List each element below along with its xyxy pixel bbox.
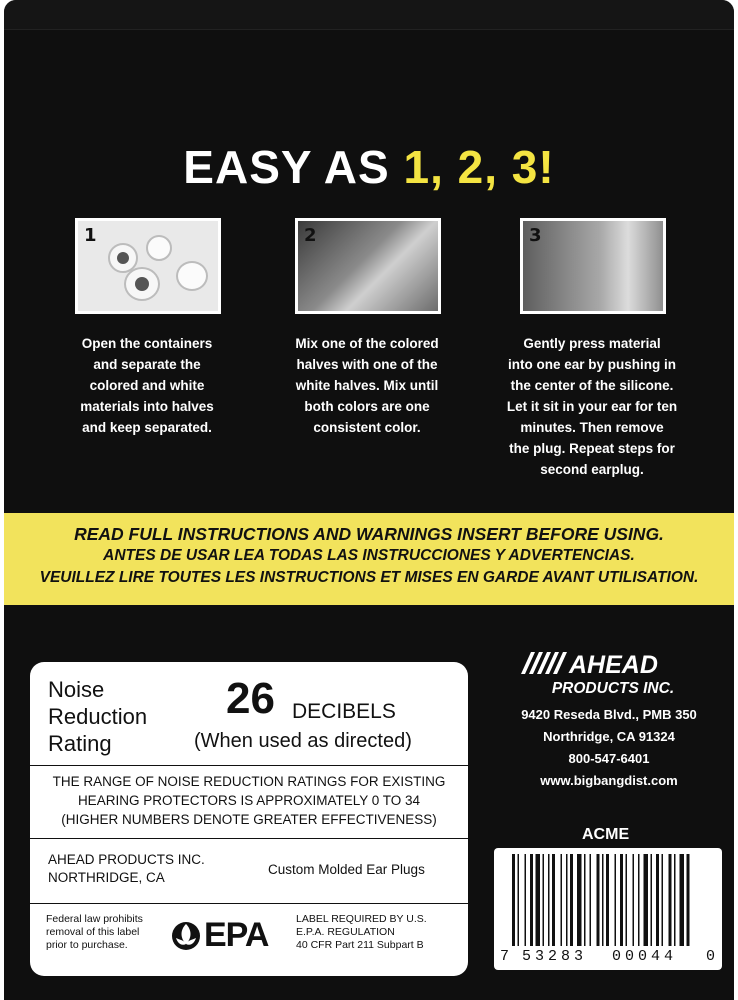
barcode-bar — [674, 854, 676, 946]
barcode-bar — [597, 854, 600, 946]
ahead-logo — [519, 650, 705, 676]
company-street: 9420 Reseda Blvd., PMB 350 — [521, 707, 697, 722]
step-1-line: colored and white — [89, 378, 205, 393]
step-2-line: consistent color. — [313, 420, 421, 435]
step-3-text — [497, 333, 687, 480]
barcode-bar — [518, 854, 520, 946]
barcode-bar — [644, 854, 649, 946]
barcode-digit-group: 00044 — [612, 948, 678, 965]
barcode-bar — [620, 854, 623, 946]
step-2-photo — [295, 218, 441, 314]
barcode-digits — [494, 948, 722, 968]
federal-law-line: Federal law prohibits — [46, 913, 143, 925]
barcode-bar — [570, 854, 573, 946]
headline-accent: 1, 2, 3! — [403, 141, 555, 193]
nrr-manufacturer-row — [30, 838, 468, 904]
step-2-text — [272, 333, 462, 438]
brand-subtitle: PRODUCTS INC. — [551, 680, 675, 697]
barcode-bar — [512, 854, 515, 946]
manufacturer-location: NORTHRIDGE, CA — [48, 870, 165, 885]
step-2-line: white halves. Mix until — [295, 378, 439, 393]
step-1-line: materials into halves — [80, 399, 214, 414]
barcode-bar — [552, 854, 555, 946]
barcode-digit-group: 53283 — [522, 948, 588, 965]
barcode-bar — [566, 854, 568, 946]
barcode-bar — [656, 854, 659, 946]
step-3-line: into one ear by pushing in — [507, 357, 676, 372]
headline — [4, 140, 734, 194]
barcode-bar — [536, 854, 541, 946]
nrr-usage-note: (When used as directed) — [194, 730, 412, 752]
step-2-number: 2 — [304, 225, 317, 246]
federal-law-line: prior to purchase. — [46, 939, 128, 951]
nrr-range-text — [30, 772, 468, 829]
warning-french: VEUILLEZ LIRE TOUTES LES INSTRUCTIONS ET MISES EN GARDE AVANT UTILISATION. — [39, 569, 699, 586]
epa-wordmark: EPA — [204, 916, 269, 954]
step-3-line: Gently press material — [523, 336, 661, 351]
barcode — [494, 848, 722, 970]
nrr-range-line: HEARING PROTECTORS IS APPROXIMATELY 0 TO 34 — [77, 793, 421, 808]
brand-name: AHEAD — [569, 651, 658, 676]
noise-reduction-rating-label — [30, 662, 468, 976]
warning-spanish: ANTES DE USAR LEA TODAS LAS INSTRUCCIONES Y ADVERTENCIAS. — [103, 547, 635, 564]
step-3-line: second earplug. — [540, 462, 644, 477]
barcode-bar — [577, 854, 582, 946]
warning-band — [4, 513, 734, 605]
barcode-bar — [590, 854, 592, 946]
nrr-title-line: Noise — [48, 677, 105, 702]
package-back — [4, 0, 734, 1000]
nrr-range-line: THE RANGE OF NOISE REDUCTION RATINGS FOR EXISTING — [52, 774, 446, 789]
barcode-bar — [615, 854, 617, 946]
nrr-title — [48, 676, 147, 757]
regulation-line: 40 CFR Part 211 Subpart B — [296, 939, 424, 951]
federal-law-notice — [46, 913, 166, 952]
barcode-bar — [651, 854, 653, 946]
step-1-line: and separate the — [93, 357, 201, 372]
barcode-digit-group: 0 — [706, 948, 716, 965]
federal-law-line: removal of this label — [46, 926, 140, 938]
company-city: Northridge, CA 91324 — [543, 729, 675, 744]
barcode-bar — [561, 854, 563, 946]
barcode-bar — [669, 854, 672, 946]
company-website: www.bigbangdist.com — [540, 773, 678, 788]
warning-english: READ FULL INSTRUCTIONS AND WARNINGS INSERT BEFORE USING. — [74, 524, 664, 544]
step-3-photo — [520, 218, 666, 314]
step-3-number: 3 — [529, 225, 542, 246]
product-type: Custom Molded Ear Plugs — [268, 862, 425, 877]
hang-tab — [4, 0, 734, 30]
container-cup — [146, 235, 172, 261]
container-cup — [124, 267, 160, 301]
headline-prefix: EASY AS — [183, 141, 404, 193]
step-2-line: both colors are one — [304, 399, 430, 414]
step-1-photo — [75, 218, 221, 314]
step-2-line: Mix one of the colored — [295, 336, 439, 351]
nrr-header — [30, 662, 468, 766]
barcode-bar — [602, 854, 604, 946]
manufacturer-name: AHEAD PRODUCTS INC. — [48, 852, 205, 867]
regulation-line: E.P.A. REGULATION — [296, 926, 395, 938]
step-3-line: the center of the silicone. — [510, 378, 674, 393]
barcode-bar — [548, 854, 550, 946]
step-1-text — [52, 333, 242, 438]
nrr-title-line: Reduction — [48, 704, 148, 729]
container-cup — [176, 261, 208, 291]
step-3-line: Let it sit in your ear for ten — [506, 399, 678, 414]
nrr-title-line: Rating — [48, 731, 112, 756]
barcode-bar — [525, 854, 527, 946]
barcode-bar — [543, 854, 545, 946]
barcode-bar — [662, 854, 664, 946]
barcode-bar — [687, 854, 690, 946]
regulation-notice — [296, 913, 462, 952]
barcode-bar — [626, 854, 628, 946]
barcode-bar — [530, 854, 533, 946]
nrr-unit: DECIBELS — [292, 700, 396, 723]
barcode-bar — [638, 854, 640, 946]
nrr-value: 26 — [226, 674, 275, 723]
retailer-name: ACME — [582, 826, 630, 843]
barcode-bar — [584, 854, 586, 946]
company-phone: 800-547-6401 — [568, 751, 650, 766]
barcode-digit-group: 7 — [500, 948, 510, 965]
barcode-bars — [494, 848, 722, 948]
regulation-line: LABEL REQUIRED BY U.S. — [296, 913, 427, 925]
step-1-number: 1 — [84, 225, 97, 246]
step-1-line: Open the containers — [81, 336, 213, 351]
step-3-line: minutes. Then remove — [520, 420, 664, 435]
step-2-line: halves with one of the — [296, 357, 438, 372]
barcode-bar — [633, 854, 635, 946]
barcode-bar — [680, 854, 685, 946]
barcode-bar — [606, 854, 609, 946]
nrr-range-line: (HIGHER NUMBERS DENOTE GREATER EFFECTIVENESS) — [61, 812, 437, 827]
step-1-line: and keep separated. — [82, 420, 212, 435]
step-3-line: the plug. Repeat steps for — [509, 441, 675, 456]
